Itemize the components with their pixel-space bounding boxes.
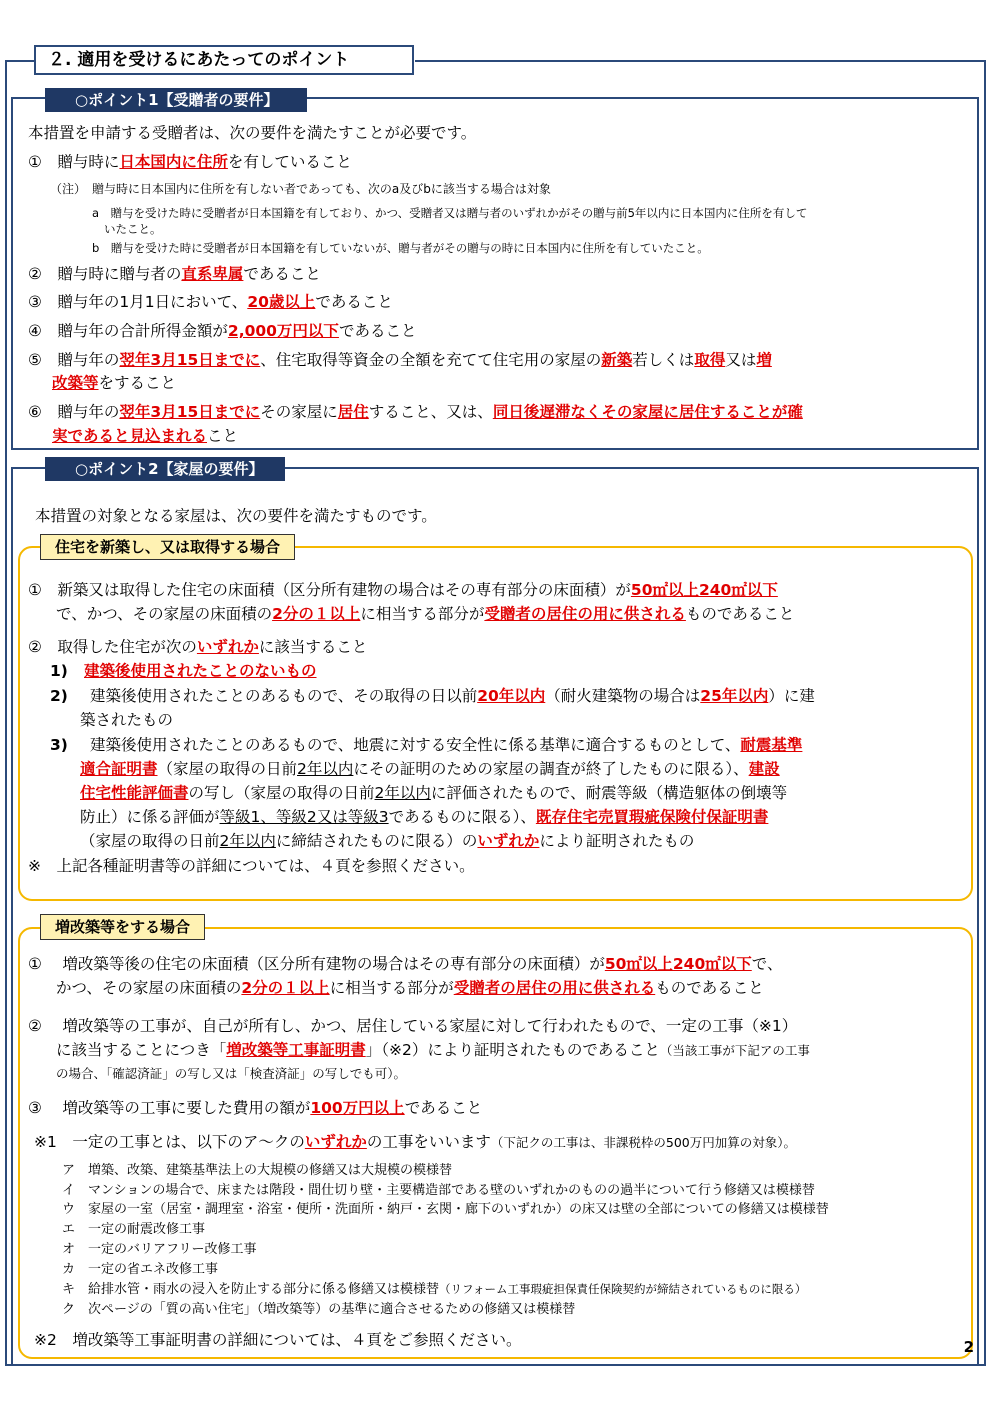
case-ren-item-1: ① 増改築等後の住宅の床面積（区分所有建物の場合はその専有部分の床面積）が50㎡以上240㎡以下で、	[28, 955, 783, 973]
work-item-i: イ マンションの場合で、床または階段・間仕切り壁・主要構造部である壁のいずれかのものの過半について行う修繕又は模様替	[62, 1183, 815, 1198]
point2-tab: ○ポイント2【家屋の要件】	[45, 457, 285, 481]
case-ren-item-2: ② 増改築等の工事が、自己が所有し、かつ、居住している家屋に対して行われたもので、一定の工事（※1）	[28, 1017, 798, 1035]
case-new-sub-3: 建築後使用されたことのあるもので、地震に対する安全性に係る基準に適合するものとして、耐震基準	[90, 736, 803, 754]
point1-item-2: ② 贈与時に贈与者の直系卑属であること	[28, 265, 321, 283]
work-item-o: オ 一定のバリアフリー改修工事	[62, 1242, 257, 1257]
point1-item-4: ④ 贈与年の合計所得金額が2,000万円以下であること	[28, 322, 417, 340]
frame-line	[5, 60, 35, 62]
case-ren-item-2-cont: に該当することにつき「増改築等工事証明書」（※2）により証明されたものであること（当該工事が下記アの工事	[56, 1041, 810, 1059]
case-new-sub-3-cont-3: 防止）に係る評価が等級1、等級2又は等級3であるものに限る）、既存住宅売買瑕疵保険付保証明書	[80, 808, 769, 826]
point1-item-5: ⑤ 贈与年の翌年3月15日までに、住宅取得等資金の全額を充てて住宅用の家屋の新築若しくは取得又は増	[28, 351, 772, 369]
page-number: 2	[963, 1338, 974, 1356]
case-ren-note-1: ※1 一定の工事とは、以下のア～クのいずれかの工事をいいます（下記クの工事は、非課税枠の500万円加算の対象）。	[34, 1133, 797, 1151]
case-new-sub-3-cont-1: 適合証明書（家屋の取得の日前2年以内にその証明のための家屋の調査が終了したものに限る）、建設	[80, 760, 780, 778]
case-new-sub-2-num: 2)	[50, 687, 68, 705]
case-new-item-1-cont: で、かつ、その家屋の床面積の2分の１以上に相当する部分が受贈者の居住の用に供されるものであること	[56, 605, 795, 623]
point2-intro: 本措置の対象となる家屋は、次の要件を満たすものです。	[35, 507, 437, 525]
point1-note: （注） 贈与時に日本国内に住所を有しない者であっても、次のa及びbに該当する場合は対象	[50, 182, 551, 196]
point1-note-b: b 贈与を受けた時に受贈者が日本国籍を有していないが、贈与者がその贈与の時に日本国内に住所を有していたこと。	[92, 241, 709, 255]
point1-note-a: a 贈与を受けた時に受贈者が日本国籍を有しており、かつ、受贈者又は贈与者のいずれかがその贈与前5年以内に日本国内に住所を有して	[92, 206, 808, 220]
case-new-tab: 住宅を新築し、又は取得する場合	[40, 534, 295, 560]
point1-item-6: ⑥ 贈与年の翌年3月15日までにその家屋に居住すること、又は、同日後遅滞なくその家屋に居住することが確	[28, 403, 803, 421]
case-new-sub-3-cont-4: （家屋の取得の日前2年以内に締結されたものに限る）のいずれかにより証明されたもの	[80, 832, 695, 850]
case-new-sub-2-cont: 築されたもの	[80, 711, 174, 729]
case-renovation-tab: 増改築等をする場合	[40, 914, 205, 940]
work-item-ku: ク 次ページの「質の高い住宅」（増改築等）の基準に適合させるための修繕又は模様替	[62, 1302, 576, 1317]
case-ren-item-2-cont2: の場合、「確認済証」の写し又は「検査済証」の写しでも可）。	[56, 1066, 407, 1081]
case-new-sub-1-num: 1)	[50, 662, 68, 680]
frame-line	[415, 60, 986, 62]
case-ren-item-1-cont: かつ、その家屋の床面積の2分の１以上に相当する部分が受贈者の居住の用に供されるものであること	[56, 979, 764, 997]
section-title: ２. 適用を受けるにあたってのポイント	[34, 45, 414, 75]
case-ren-note-2: ※2 増改築等工事証明書の詳細については、４頁をご参照ください。	[34, 1331, 522, 1349]
point1-tab: ○ポイント1【受贈者の要件】	[45, 88, 307, 112]
case-new-item-1: ① 新築又は取得した住宅の床面積（区分所有建物の場合はその専有部分の床面積）が50㎡以上240㎡以下	[28, 581, 778, 599]
case-new-sub-1: 建築後使用されたことのないもの	[84, 662, 317, 680]
case-new-item-2: ② 取得した住宅が次のいずれかに該当すること	[28, 638, 368, 656]
case-new-sub-2: 建築後使用されたことのあるもので、その取得の日以前20年以内（耐火建築物の場合は25年以内）に建	[90, 687, 815, 705]
point1-intro: 本措置を申請する受贈者は、次の要件を満たすことが必要です。	[28, 124, 477, 142]
work-item-ki: キ 給排水管・雨水の浸入を防止する部分に係る修繕又は模様替（リフォーム工事瑕疵担保責任保険契約が締結されているものに限る）	[62, 1282, 807, 1297]
point1-note-a-cont: いたこと。	[104, 222, 162, 236]
point1-item-6-cont: 実であると見込まれること	[52, 427, 239, 445]
case-new-sub-3-num: 3)	[50, 736, 68, 754]
case-ren-item-3: ③ 増改築等の工事に要した費用の額が100万円以上であること	[28, 1099, 483, 1117]
work-item-u: ウ 家屋の一室（居室・調理室・浴室・便所・洗面所・納戸・玄関・廊下のいずれか）の床又は壁の全部についての修繕又は模様替	[62, 1202, 829, 1217]
case-new-note: ※ 上記各種証明書等の詳細については、４頁を参照ください。	[28, 857, 475, 875]
point1-item-3: ③ 贈与年の1月1日において、20歳以上であること	[28, 293, 393, 311]
work-item-ka: カ 一定の省エネ改修工事	[62, 1262, 219, 1277]
point1-item-5-cont: 改築等をすること	[52, 374, 177, 392]
point1-item-1: ① 贈与時に日本国内に住所を有していること	[28, 153, 352, 171]
case-new-sub-3-cont-2: 住宅性能評価書の写し（家屋の取得の日前2年以内に評価されたもので、耐震等級（構造躯体の倒壊等	[80, 784, 788, 802]
work-item-a: ア 増築、改築、建築基準法上の大規模の修繕又は大規模の模様替	[62, 1163, 453, 1178]
work-item-e: エ 一定の耐震改修工事	[62, 1222, 206, 1237]
